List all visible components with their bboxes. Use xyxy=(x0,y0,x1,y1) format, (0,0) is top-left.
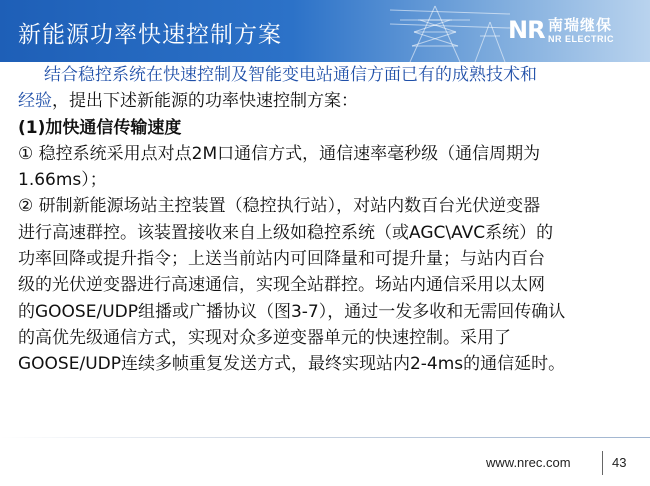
body-line: 的GOOSE/UDP组播或广播协议（图3-7），通过一发多收和无需回传确认 xyxy=(18,301,566,322)
footer-divider xyxy=(0,437,650,438)
website-url: www.nrec.com xyxy=(486,455,571,470)
body-line: GOOSE/UDP连续多帧重复发送方式，最终实现站内2-4ms的通信延时。 xyxy=(18,354,566,375)
body-line: ② 研制新能源场站主控装置（稳控执行站），对站内数百台光伏逆变器 xyxy=(18,196,541,217)
logo-mark: NR xyxy=(508,16,545,44)
section-heading: (1)加快通信传输速度 xyxy=(18,117,182,138)
transmission-tower-icon xyxy=(390,0,510,62)
page-number: 43 xyxy=(612,455,627,470)
intro-line-2-rest: ，提出下述新能源的功率快速控制方案： xyxy=(52,91,358,112)
body-line: 功率回降或提升指令；上送当前站内可回降量和可提升量；与站内百台 xyxy=(18,249,545,270)
intro-line-1: 结合稳控系统在快速控制及智能变电站通信方面已有的成熟技术和 xyxy=(44,65,537,85)
intro-line-2-blue: 经验 xyxy=(18,91,52,112)
body-line: 级的光伏逆变器进行高速通信，实现全站群控。场站内通信采用以太网 xyxy=(18,275,545,296)
header-bar xyxy=(0,0,650,62)
logo-english-name: NR ELECTRIC xyxy=(548,34,614,44)
body-line: 进行高速群控。该装置接收来自上级如稳控系统（或AGC\AVC系统）的 xyxy=(18,222,554,243)
logo-chinese-name: 南瑞继保 xyxy=(548,16,613,34)
body-line: 的高优先级通信方式，实现对众多逆变器单元的快速控制。采用了 xyxy=(18,327,511,348)
body-line: 1.66ms）； xyxy=(18,170,107,191)
intro-paragraph xyxy=(18,62,638,115)
body-line: ① 稳控系统采用点对点2M口通信方式，通信速率毫秒级（通信周期为 xyxy=(18,143,541,164)
page-title: 新能源功率快速控制方案 xyxy=(18,22,282,48)
company-logo xyxy=(508,14,638,48)
footer-separator xyxy=(602,451,603,475)
slide-body xyxy=(18,62,638,378)
